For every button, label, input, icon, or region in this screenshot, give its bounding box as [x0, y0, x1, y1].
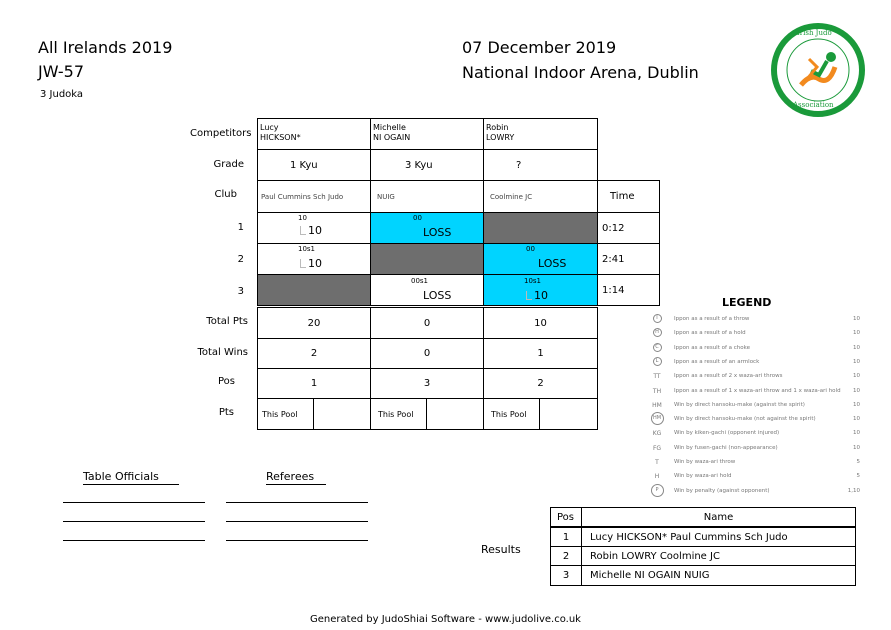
legend-symbol-icon: I — [650, 313, 664, 323]
label-total-pts: Total Pts — [206, 316, 248, 327]
legend-item — [650, 356, 860, 370]
label-club: Club — [214, 189, 237, 200]
legend-text: Ippon as a result of 2 x waza-ari throws — [674, 373, 783, 380]
referee-signature-line — [226, 502, 368, 503]
r1-c1-score: 10 — [298, 214, 307, 222]
event-date: 07 December 2019 — [462, 38, 617, 57]
competitor-2-grade-cell — [370, 149, 484, 181]
competitor-2-last: NI OGAIN — [373, 133, 411, 142]
competitor-3-grade-cell — [483, 149, 598, 181]
legend-symbol-icon: H — [654, 473, 660, 481]
r3-time-cell — [597, 274, 660, 306]
legend-item — [650, 385, 860, 399]
r1-c2-score: 00 — [413, 214, 422, 222]
association-logo — [771, 23, 865, 117]
results-row-1-name: Lucy HICKSON* Paul Cummins Sch Judo — [581, 527, 856, 547]
legend-text: Ippon as a result of a hold — [674, 330, 746, 337]
competitor-1-last: HICKSON* — [260, 133, 301, 142]
label-grade: Grade — [213, 159, 244, 170]
r2-c1-main: 10 — [308, 257, 322, 270]
legend-item — [650, 327, 860, 341]
r3-time: 1:14 — [602, 285, 625, 296]
label-round-3: 3 — [237, 286, 244, 297]
r3-c2-score: 00s1 — [411, 277, 429, 285]
competitor-3-club: Coolmine JC — [490, 193, 533, 201]
category-title: JW-57 — [38, 62, 85, 81]
legend-points: 10 — [853, 387, 860, 394]
competitor-3-grade: ? — [516, 160, 522, 171]
r3-c3-score: 10s1 — [524, 277, 542, 285]
legend-text: Win by waza-ari hold — [674, 473, 732, 480]
c1-pool-value — [313, 398, 371, 430]
event-venue: National Indoor Arena, Dublin — [462, 63, 699, 82]
competitor-2-first: Michelle — [373, 123, 406, 132]
legend-points: 5 — [856, 473, 860, 480]
r3-c2-main: LOSS — [423, 289, 452, 302]
table-officials-label: Table Officials — [83, 470, 159, 483]
r2-c1-score: 10s1 — [298, 245, 316, 253]
judoka-count: 3 Judoka — [40, 89, 84, 100]
c1-total-pts: 20 — [257, 307, 371, 339]
legend-points: 10 — [853, 373, 860, 380]
r3-c2-cell — [370, 274, 484, 306]
checkbox-icon — [300, 259, 306, 268]
r3-c3-cell — [483, 274, 598, 306]
competitor-1-name — [257, 118, 371, 150]
legend-item — [650, 399, 860, 413]
r1-c2-cell — [370, 212, 484, 244]
c2-pool-cell — [370, 398, 427, 430]
c3-total-pts: 10 — [483, 307, 598, 339]
label-total-wins: Total Wins — [197, 347, 248, 358]
c2-total-pts: 0 — [370, 307, 484, 339]
legend-item — [650, 470, 860, 484]
results-row-3-name: Michelle NI OGAIN NUIG — [581, 565, 856, 586]
competitor-2-club: NUIG — [377, 193, 395, 201]
legend-points: 10 — [853, 330, 860, 337]
official-signature-line — [63, 540, 205, 541]
legend-title: LEGEND — [722, 296, 772, 309]
legend-points: 10 — [853, 416, 860, 423]
legend-symbol-icon: L — [650, 356, 664, 366]
legend-text: Ippon as a result of 1 x waza-ari throw and 1 x waza-ari hold — [674, 387, 841, 394]
c1-total-wins: 2 — [257, 338, 371, 369]
legend-text: Ippon as a result of a choke — [674, 344, 751, 351]
legend-text: Win by direct hansoku-make (against the spirit) — [674, 401, 805, 408]
checkbox-icon — [526, 291, 532, 300]
legend-symbol-icon: T — [655, 459, 659, 466]
competitor-1-first: Lucy — [260, 123, 279, 132]
r2-c3-main: LOSS — [538, 257, 567, 270]
r1-c3-blank — [483, 212, 598, 244]
c2-total-wins: 0 — [370, 338, 484, 369]
results-row-2-pos: 2 — [550, 546, 582, 566]
checkbox-icon — [300, 226, 306, 235]
legend-symbol-icon: TT — [653, 373, 661, 381]
results-name-header: Name — [581, 507, 856, 527]
r1-time-cell — [597, 212, 660, 244]
competitor-1-grade-cell — [257, 149, 371, 181]
r1-c2-main: LOSS — [423, 226, 452, 239]
results-row-1-pos: 1 — [550, 527, 582, 547]
results-pos-header: Pos — [550, 507, 582, 527]
c2-pool: This Pool — [378, 410, 414, 419]
legend-text: Win by penalty (against opponent) — [674, 487, 770, 494]
legend-text: Ippon as a result of a throw — [674, 316, 750, 322]
r2-c3-cell — [483, 243, 598, 275]
c2-pool-value — [426, 398, 484, 430]
tournament-title: All Irelands 2019 — [38, 38, 173, 57]
label-competitors: Competitors — [190, 128, 252, 139]
c3-pool-cell — [483, 398, 540, 430]
r1-c1-main: 10 — [308, 224, 322, 237]
legend-points: 10 — [853, 401, 860, 408]
legend-points: 10 — [853, 444, 860, 451]
referees-underline — [266, 484, 326, 485]
logo-text-top: Irish Judo — [797, 29, 832, 37]
r1-c1-cell — [257, 212, 371, 244]
c2-pos: 3 — [370, 368, 484, 399]
legend-text: Ippon as a result of an armlock — [674, 358, 760, 365]
legend-item — [650, 485, 860, 499]
competitor-3-name — [483, 118, 598, 150]
r2-c3-score: 00 — [526, 245, 535, 253]
legend-points: 1,10 — [847, 487, 860, 494]
legend-symbol-icon: TH — [652, 387, 662, 395]
legend-text: Win by waza-ari throw — [674, 459, 736, 465]
legend-points: 10 — [853, 344, 860, 351]
legend-points: 10 — [853, 316, 860, 322]
referee-signature-line — [226, 521, 368, 522]
time-header: Time — [610, 191, 635, 202]
legend-text: Win by kiken-gachi (opponent injured) — [674, 430, 780, 437]
legend-symbol-icon: C — [650, 342, 664, 352]
legend-points: 10 — [853, 358, 860, 365]
table-officials-underline — [83, 484, 179, 485]
competitor-3-last: LOWRY — [486, 133, 515, 142]
legend-item — [650, 442, 860, 456]
results-row-2-name: Robin LOWRY Coolmine JC — [581, 546, 856, 566]
c1-pool-cell — [257, 398, 314, 430]
competitor-2-club-cell — [370, 180, 484, 213]
r2-c1-cell — [257, 243, 371, 275]
r3-c1-blank — [257, 274, 371, 306]
label-pts: Pts — [218, 407, 234, 418]
r2-c2-blank — [370, 243, 484, 275]
results-row-3-pos: 3 — [550, 565, 582, 586]
referee-signature-line — [226, 540, 368, 541]
legend-symbol-icon: FG — [652, 444, 662, 452]
official-signature-line — [63, 502, 205, 503]
logo-text-bottom: Association — [793, 101, 834, 109]
competitor-1-club: Paul Cummins Sch Judo — [261, 193, 344, 201]
legend-item — [650, 313, 860, 327]
c3-pos: 2 — [483, 368, 598, 399]
legend-text: Win by fusen-gachi (non-appearance) — [674, 444, 778, 451]
c3-total-wins: 1 — [483, 338, 598, 369]
results-label: Results — [481, 543, 521, 556]
legend-text: Win by direct hansoku-make (not against the spirit) — [674, 416, 816, 423]
c3-pool-value — [539, 398, 598, 430]
c1-pos: 1 — [257, 368, 371, 399]
legend-symbol-icon: P — [650, 484, 664, 497]
r2-time-cell — [597, 243, 660, 275]
legend-points: 10 — [853, 430, 860, 437]
competitor-1-club-cell — [257, 180, 371, 213]
legend-item — [650, 342, 860, 356]
legend-points: 5 — [856, 459, 860, 465]
legend-symbol-icon: HM — [652, 401, 662, 409]
label-round-1: 1 — [237, 222, 244, 233]
c1-pool: This Pool — [262, 410, 298, 419]
legend-symbol-icon: H — [650, 327, 664, 337]
competitor-1-grade: 1 Kyu — [290, 160, 318, 171]
legend-symbol-icon: KG — [652, 430, 662, 438]
r1-time: 0:12 — [602, 223, 625, 234]
time-header-cell — [597, 180, 660, 213]
footer-credit: Generated by JudoShiai Software - www.judolive.co.uk — [310, 614, 581, 625]
competitor-2-name — [370, 118, 484, 150]
label-pos: Pos — [217, 376, 235, 387]
c3-pool: This Pool — [491, 410, 527, 419]
competitor-3-club-cell — [483, 180, 598, 213]
r2-time: 2:41 — [602, 254, 625, 265]
competitor-3-first: Robin — [486, 123, 509, 132]
legend-item — [650, 456, 860, 470]
r3-c3-main: 10 — [534, 289, 548, 302]
referees-label: Referees — [266, 470, 315, 483]
legend-item — [650, 427, 860, 441]
legend-item — [650, 370, 860, 384]
official-signature-line — [63, 521, 205, 522]
competitor-2-grade: 3 Kyu — [405, 160, 433, 171]
legend-item — [650, 413, 860, 427]
label-round-2: 2 — [237, 254, 244, 265]
legend-symbol-icon: HM — [650, 412, 664, 425]
